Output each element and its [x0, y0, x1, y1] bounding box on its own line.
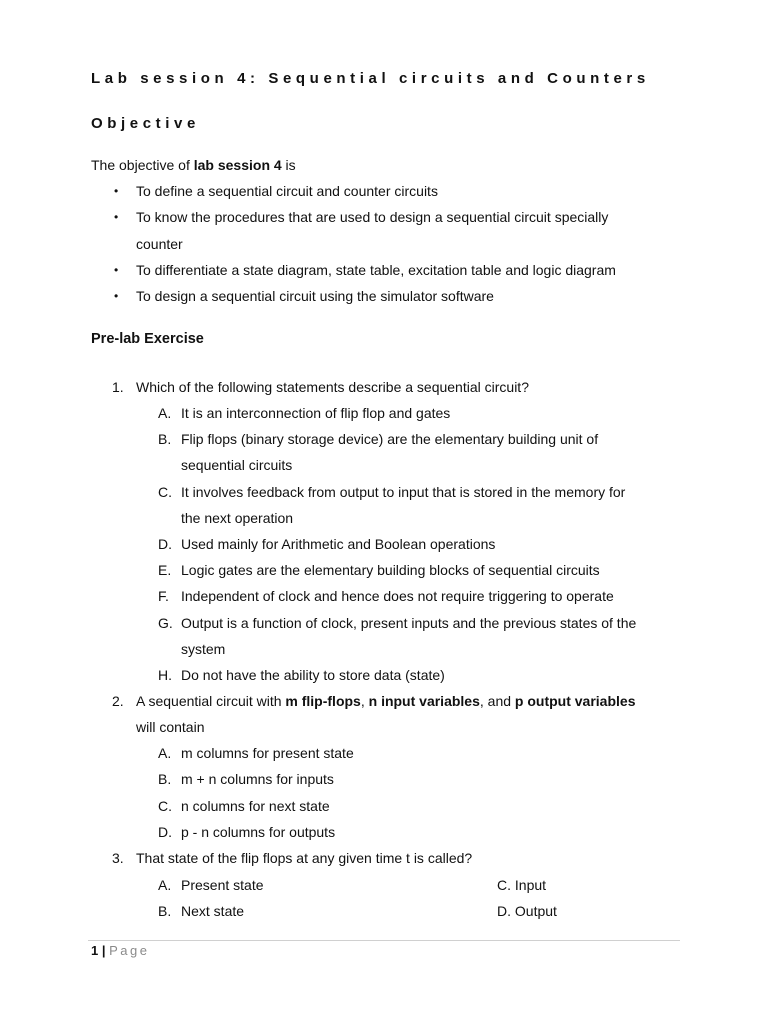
- question-text: Which of the following statements describe a sequential circuit?: [136, 379, 529, 395]
- objective-bullet-item: To define a sequential circuit and counter circuits: [136, 183, 438, 199]
- option-right-column: [497, 902, 557, 920]
- objective-bullet-item: To know the procedures that are used to design a sequential circuit specially: [136, 209, 609, 225]
- option-text: m columns for present state: [181, 745, 354, 761]
- bullet-glyph: •: [114, 184, 119, 198]
- option-letter: C.: [158, 798, 172, 814]
- objective-intro-suffix: is: [281, 157, 296, 173]
- option-letter: D.: [158, 536, 172, 552]
- option-text-continuation: system: [181, 641, 226, 657]
- page-number: 1: [91, 943, 99, 958]
- question-text-part: A sequential circuit with: [136, 693, 286, 709]
- objective-heading: Objective: [91, 115, 200, 132]
- option-text: Flip flops (binary storage device) are the elementary building unit of: [181, 431, 599, 447]
- option-letter: B.: [158, 771, 172, 787]
- option-text-continuation: the next operation: [181, 510, 294, 526]
- option-letter: C.: [497, 877, 511, 893]
- objective-bullet-item: To differentiate a state diagram, state table, excitation table and logic diagram: [136, 262, 616, 278]
- objective-bullet-continuation: counter: [136, 236, 183, 252]
- option-text: Next state: [181, 903, 245, 919]
- question-text-part: , and: [479, 693, 515, 709]
- option-letter: D.: [158, 824, 172, 840]
- option-letter: B.: [158, 903, 172, 919]
- option-letter: A.: [158, 405, 172, 421]
- question-number: 2.: [112, 693, 124, 709]
- page-footer: [91, 943, 149, 958]
- question-text-bold: m flip-flops: [285, 693, 361, 709]
- option-text: n columns for next state: [181, 798, 330, 814]
- option-letter: C.: [158, 484, 172, 500]
- option-text: It involves feedback from output to input that is stored in the memory for: [181, 484, 626, 500]
- question-number: 3.: [112, 850, 124, 866]
- option-text-continuation: sequential circuits: [181, 457, 293, 473]
- option-text: Output is a function of clock, present inputs and the previous states of the: [181, 615, 637, 631]
- option-letter: G.: [158, 615, 173, 631]
- option-text: Present state: [181, 877, 264, 893]
- option-text: p - n columns for outputs: [181, 824, 336, 840]
- question-text: [136, 692, 635, 710]
- question-text-continuation: will contain: [136, 719, 205, 735]
- option-letter: A.: [158, 877, 172, 893]
- option-letter: F.: [158, 588, 169, 604]
- document-title: Lab session 4: Sequential circuits and Counters: [91, 70, 650, 87]
- question-text-bold: p output variables: [514, 693, 636, 709]
- option-letter: A.: [158, 745, 172, 761]
- option-letter: D.: [497, 903, 511, 919]
- option-text: m + n columns for inputs: [181, 771, 334, 787]
- footer-separator: |: [98, 943, 110, 958]
- objective-intro-prefix: The objective of: [91, 157, 194, 173]
- option-text: Input: [514, 877, 547, 893]
- option-letter: H.: [158, 667, 172, 683]
- question-text: That state of the flip flops at any given time t is called?: [136, 850, 473, 866]
- objective-intro: [91, 156, 296, 174]
- bullet-glyph: •: [114, 289, 119, 303]
- option-letter: B.: [158, 431, 172, 447]
- question-text-bold: n input variables: [368, 693, 480, 709]
- objective-intro-bold: lab session 4: [193, 157, 282, 173]
- option-text: Used mainly for Arithmetic and Boolean operations: [181, 536, 496, 552]
- objective-bullet-item: To design a sequential circuit using the simulator software: [136, 288, 494, 304]
- question-text-part: ,: [360, 693, 369, 709]
- bullet-glyph: •: [114, 263, 119, 277]
- option-text: Logic gates are the elementary building blocks of sequential circuits: [181, 562, 600, 578]
- bullet-glyph: •: [114, 210, 119, 224]
- option-text: Output: [514, 903, 557, 919]
- footer-divider: [88, 940, 680, 941]
- prelab-heading: Pre-lab Exercise: [91, 331, 204, 347]
- option-text: Do not have the ability to store data (state): [181, 667, 445, 683]
- option-text: Independent of clock and hence does not require triggering to operate: [181, 588, 614, 604]
- option-letter: E.: [158, 562, 172, 578]
- option-right-column: [497, 876, 546, 894]
- question-number: 1.: [112, 379, 124, 395]
- option-text: It is an interconnection of flip flop and gates: [181, 405, 451, 421]
- footer-page-label: Page: [109, 943, 150, 958]
